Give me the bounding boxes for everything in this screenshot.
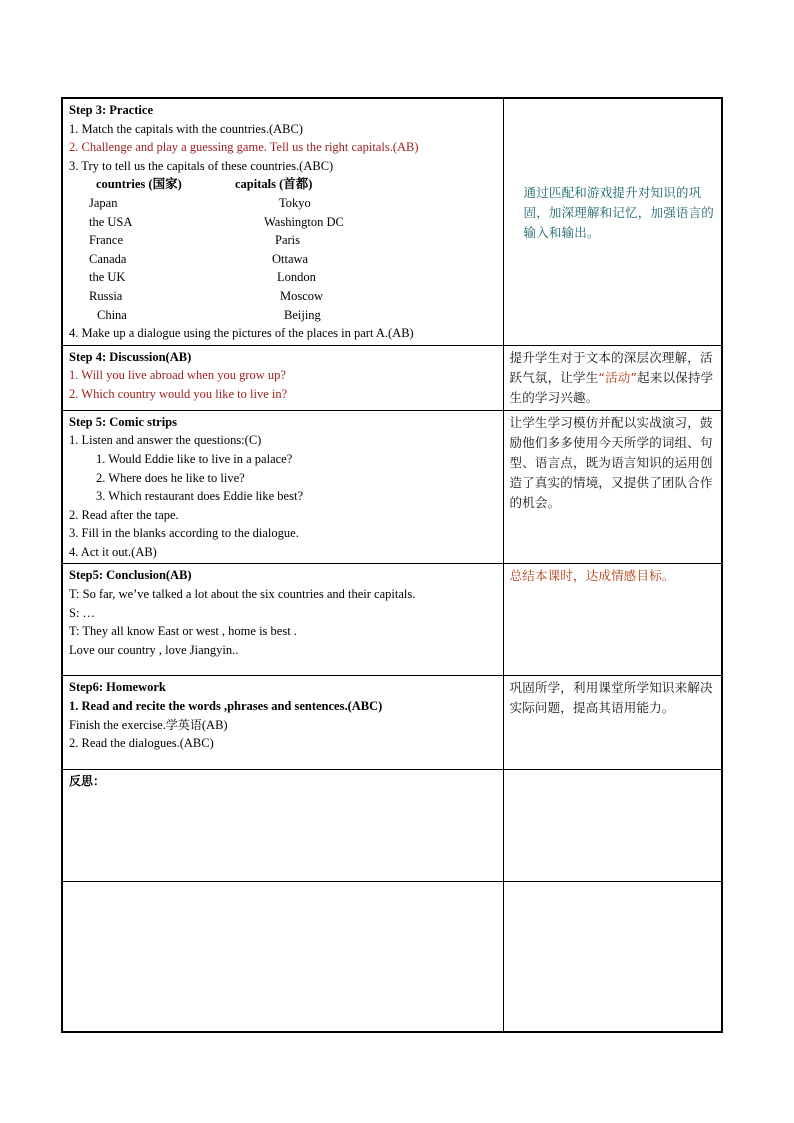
country-name: the USA (89, 214, 133, 229)
homework-content (62, 676, 503, 770)
lesson-plan-table (61, 97, 723, 1033)
conclusion-line: Love our country , love Jiangyin.. (69, 642, 239, 657)
step5-item: 2. Read after the tape. (69, 507, 179, 522)
capital-name: Beijing (284, 307, 321, 322)
header-capital: capitals (首都) (235, 177, 313, 192)
homework-line-2-tail: (AB) (201, 717, 228, 732)
reflection-title: 反思： (69, 774, 106, 789)
step5-row (62, 410, 722, 564)
step5-item: 4. Act it out.(AB) (69, 544, 157, 559)
country-name: Canada (89, 251, 127, 266)
country-name: China (97, 307, 127, 322)
pair-row (69, 306, 497, 325)
step4-row (62, 345, 722, 410)
capital-name: Washington DC (264, 214, 344, 229)
reflection-note-cell (503, 770, 722, 882)
step5-question: 2. Where does he like to live? (96, 470, 245, 485)
homework-note: 巩固所学，利用课堂所学知识来解决实际问题，提高其语用能力。 (509, 680, 713, 716)
step3-content (62, 98, 503, 345)
step3-note-cell (503, 98, 722, 345)
step5-intro: 1. Listen and answer the questions:(C) (69, 433, 262, 448)
conclusion-content (62, 564, 503, 676)
step5-content (62, 410, 503, 564)
homework-row (62, 676, 722, 770)
step5-item: 3. Fill in the blanks according to the dialogue. (69, 526, 299, 541)
homework-line-2 (69, 716, 497, 735)
country-name: Russia (89, 288, 123, 303)
step3-note: 通过匹配和游戏提升对知识的巩固，加深理解和记忆，加强语言的输入和输出。 (523, 185, 715, 240)
header-country: countries (国家) (96, 177, 182, 192)
step5-title: Step 5: Comic strips (69, 414, 177, 429)
step4-note-c: 起来以保持学生的学习兴趣。 (509, 369, 714, 405)
homework-line-1: 1. Read and recite the words ,phrases and sentences.(ABC) (69, 699, 383, 714)
country-name: Japan (89, 195, 118, 210)
step3-item-2: 2. Challenge and play a guessing game. Tell us the right capitals.(AB) (69, 140, 419, 155)
pair-row (69, 250, 497, 269)
step5-question: 3. Which restaurant does Eddie like best? (96, 489, 303, 504)
step3-item-1: 1. Match the capitals with the countries.(ABC) (69, 121, 303, 136)
homework-line-2-en: Finish the exercise. (69, 717, 166, 732)
capital-name: Tokyo (279, 195, 311, 210)
conclusion-line: T: So far, we’ve talked a lot about the six countries and their capitals. (69, 587, 416, 602)
step3-title: Step 3: Practice (69, 103, 153, 117)
reflection-content (62, 770, 503, 882)
step4-title: Step 4: Discussion(AB) (69, 349, 192, 364)
empty-row (62, 882, 722, 1032)
conclusion-title: Step5: Conclusion(AB) (69, 568, 192, 583)
step3-row (62, 98, 722, 345)
pair-row (69, 213, 497, 232)
country-name: the UK (89, 270, 126, 285)
pair-row (69, 268, 497, 287)
step4-item-1: 1. Will you live abroad when you grow up? (69, 368, 286, 383)
step4-note (510, 348, 716, 408)
capital-name: London (277, 270, 316, 285)
homework-line-2-zh: 学英语 (165, 717, 202, 732)
step4-note-a: 提升学生对于文本的深层次理解，活跃气氛，让学生 (509, 349, 713, 385)
conclusion-line: S: … (69, 605, 96, 620)
step4-content (62, 345, 503, 410)
empty-cell-left (62, 882, 503, 1032)
conclusion-note: 总结本课时，达成情感目标。 (509, 568, 675, 584)
empty-cell-right (503, 882, 722, 1032)
pair-row (69, 287, 497, 306)
step5-note-cell (503, 410, 722, 564)
homework-note-cell (503, 676, 722, 770)
step5-note: 让学生学习模仿并配以实战演习，鼓励他们多多使用今天所学的词组、句型、语言点，既为语言知识的运用创造了真实的情境，又提供了团队合作的机会。 (509, 414, 713, 510)
capitals-header (69, 175, 497, 194)
step4-note-cell (503, 345, 722, 410)
pair-row (69, 231, 497, 250)
country-name: France (89, 233, 124, 248)
conclusion-note-cell (503, 564, 722, 676)
conclusion-line: T: They all know East or west , home is best . (69, 624, 297, 639)
step4-item-2: 2. Which country would you like to live in? (69, 386, 288, 401)
step5-question: 1. Would Eddie like to live in a palace? (96, 451, 293, 466)
homework-title: Step6: Homework (69, 680, 166, 695)
pair-row (69, 194, 497, 213)
conclusion-row (62, 564, 722, 676)
homework-line-3: 2. Read the dialogues.(ABC) (69, 736, 214, 751)
reflection-row (62, 770, 722, 882)
capital-name: Ottawa (272, 251, 309, 266)
capital-name: Moscow (280, 288, 324, 303)
step4-note-highlight: “活动” (598, 369, 638, 385)
capital-name: Paris (275, 233, 300, 248)
step3-item-4: 4. Make up a dialogue using the pictures of the places in part A.(AB) (69, 326, 414, 341)
step3-item-3: 3. Try to tell us the capitals of these countries.(ABC) (69, 158, 334, 173)
